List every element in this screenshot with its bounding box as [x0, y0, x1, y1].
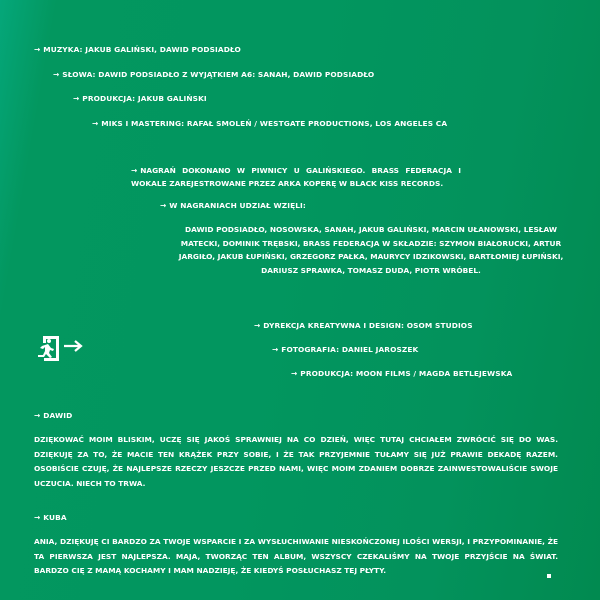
credit-photo-text: FOTOGRAFIA: DANIEL JAROSZEK — [281, 345, 419, 354]
credit-mixing — [92, 119, 447, 128]
arrow-icon: → — [254, 321, 261, 330]
credit-music-text: MUZYKA: JAKUB GALIŃSKI, DAWID PODSIADŁO — [43, 45, 241, 54]
credit-production-text: PRODUKCJA: JAKUB GALIŃSKI — [82, 94, 207, 103]
recording-note-text: NAGRAŃ DOKONANO W PIWNICY U GALIŃSKIEGO. BRASS FEDERACJA I WOKALE ZAREJESTROWANE PRZEZ ARKA KOPERĘ W BLACK KISS RECORDS. — [131, 166, 461, 188]
credit-video — [291, 369, 512, 378]
credit-music — [34, 45, 241, 54]
thanks-kuba-heading — [34, 513, 67, 522]
credit-photo — [272, 345, 418, 354]
arrow-icon: → — [34, 411, 41, 420]
thanks-kuba-text: ANIA, DZIĘKUJĘ CI BARDZO ZA TWOJE WSPARCIE I ZA WYSŁUCHIWANIE NIESKOŃCZONEJ ILOŚCI WERSJI, I PRZYPOMINANIE, ŻE TA PIERWSZA JEST NAJLEPSZA. MAJA, TWORZĄC TEN ALBUM, WSZYSCY CZEKALIŚMY NA TWOJE PRZYJŚCIE NA ŚWIAT. BARDZO CIĘ Z MAMĄ KOCHAMY I MAM NADZIEJĘ, ŻE KIEDYŚ POSŁUCHASZ TEJ PŁYTY. — [34, 537, 558, 575]
thanks-dawid-heading — [34, 411, 72, 420]
thanks-kuba-heading-text: KUBA — [43, 513, 67, 522]
end-mark — [547, 574, 551, 578]
participants-label-text: W NAGRANIACH UDZIAŁ WZIĘLI: — [169, 201, 306, 210]
arrow-icon: → — [34, 513, 41, 522]
participants-label — [160, 201, 306, 210]
arrow-icon: → — [92, 119, 99, 128]
thanks-dawid-heading-text: DAWID — [43, 411, 73, 420]
arrow-icon: → — [131, 166, 138, 175]
credit-lyrics — [53, 70, 374, 79]
arrow-icon: → — [53, 70, 60, 79]
credit-creative-text: DYREKCJA KREATYWNA I DESIGN: OSOM STUDIOS — [263, 321, 473, 330]
recording-note — [131, 164, 461, 190]
emergency-exit-icon — [34, 334, 60, 362]
credit-video-text: PRODUKCJA: MOON FILMS / MAGDA BETLEJEWSKA — [300, 369, 513, 378]
credit-creative — [254, 321, 473, 330]
thanks-dawid-text: DZIĘKOWAĆ MOIM BLISKIM, UCZĘ SIĘ JAKOŚ SPRAWNIEJ NA CO DZIEŃ, WIĘC TUTAJ CHCIAŁEM ZWRÓCIĆ SIĘ DO WAS. DZIĘKUJĘ ZA TO, ŻE MACIE TEN KRĄŻEK PRZY SOBIE, I ŻE TAK PRZYJEMNIE TUŁAMY SIĘ JUŻ PRAWIE DEKADĘ RAZEM. OSOBIŚCIE CZUJĘ, ŻE NAJLEPSZE RZECZY JESZCZE PRZED NAMI, WIĘC MOIM ZDANIEM DOBRZE ZAINWESTOWALIŚCIE SWOJE UCZUCIA. NIECH TO TRWA. — [34, 435, 558, 488]
credit-mixing-text: MIKS I MASTERING: RAFAŁ SMOLEŃ / WESTGATE PRODUCTIONS, LOS ANGELES CA — [101, 119, 448, 128]
arrow-icon: → — [291, 369, 298, 378]
arrow-icon: → — [272, 345, 279, 354]
credit-lyrics-text: SŁOWA: DAWID PODSIADŁO Z WYJĄTKIEM A6: SANAH, DAWID PODSIADŁO — [62, 70, 375, 79]
arrow-icon: → — [73, 94, 80, 103]
right-arrow-icon — [63, 339, 83, 353]
participants-list: DAWID PODSIADŁO, NOSOWSKA, SANAH, JAKUB GALIŃSKI, MARCIN UŁANOWSKI, LESŁAW MATECKI, DOMINIK TRĘBSKI, BRASS FEDERACJA W SKŁADZIE: SZYMON BIAŁORUCKI, ARTUR JARGIŁO, JAKUB ŁUPIŃSKI, GRZEGORZ PAŁKA, MAURYCY IDZIKOWSKI, BARTŁOMIEJ ŁUPIŃSKI, DARIUSZ SPRAWKA, TOMASZ DUDA, PIOTR WRÓBEL. — [178, 225, 564, 275]
arrow-icon: → — [34, 45, 41, 54]
arrow-icon: → — [160, 201, 167, 210]
credit-production — [73, 94, 207, 103]
